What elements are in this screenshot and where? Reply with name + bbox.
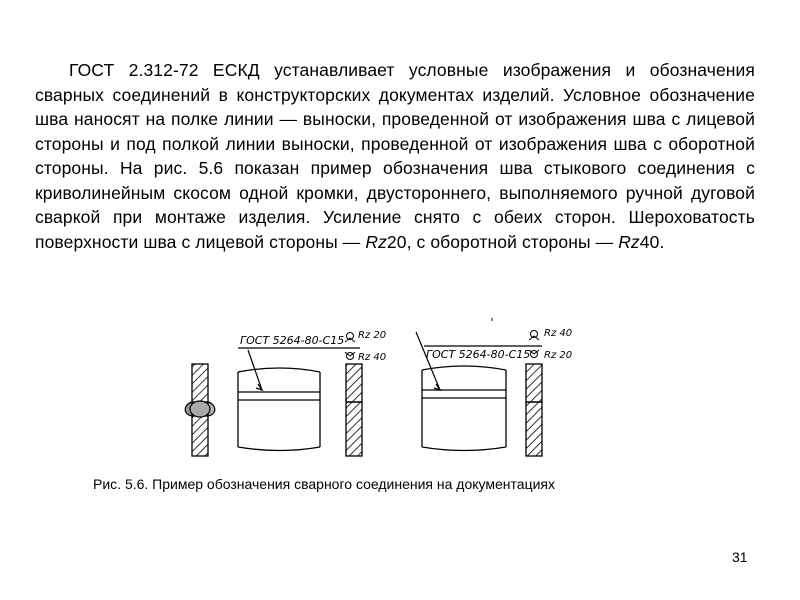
right-standard-label: ГОСТ 5264-80-С15 bbox=[426, 348, 531, 361]
page-number: 31 bbox=[732, 549, 748, 565]
rz-value-back: 40 bbox=[639, 231, 660, 252]
middle-cross-section bbox=[346, 364, 362, 456]
right-plate-view bbox=[416, 318, 572, 451]
left-bottom-roughness: Rz 40 bbox=[358, 352, 387, 363]
figure-caption: Рис. 5.6. Пример обозначения сварного соединения на документациях bbox=[93, 476, 555, 492]
rz-symbol-face: Rz bbox=[365, 231, 387, 252]
body-paragraph bbox=[35, 58, 755, 254]
left-plate-view bbox=[238, 330, 386, 451]
right-bottom-roughness: Rz 20 bbox=[544, 350, 573, 361]
right-top-roughness: Rz 40 bbox=[544, 328, 573, 339]
paragraph-text-3: . bbox=[659, 231, 665, 252]
paragraph-text-2: , с оборотной стороны — bbox=[406, 231, 619, 252]
left-top-roughness: Rz 20 bbox=[358, 330, 387, 341]
rz-symbol-back: Rz bbox=[618, 231, 640, 252]
rz-value-face: 20 bbox=[386, 231, 407, 252]
paragraph-text-1: ГОСТ 2.312-72 ЕСКД устанавливает условные изображения и обозначения сварных соединений в конструкторских документах изделий. Условное обозначение шва наносят на полке линии — выноски, проведенной от изображения шва с лицевой стороны и под полкой линии выноски, проведенной от изображения шва с оборотной стороны. На рис. 5.6 показан пример обозначения шва стыкового соединения с криволинейным скосом одной кромки, двустороннего, выполняемого ручной дуговой сваркой при монтаже изделия. Усиление снято с обеих сторон. Шероховатость поверхности шва с лицевой стороны — bbox=[35, 60, 755, 252]
left-standard-label: ГОСТ 5264-80-С15 bbox=[240, 334, 345, 347]
right-cross-section bbox=[526, 364, 542, 456]
weld-drawing-figure bbox=[170, 312, 610, 462]
left-cross-section bbox=[185, 364, 215, 456]
